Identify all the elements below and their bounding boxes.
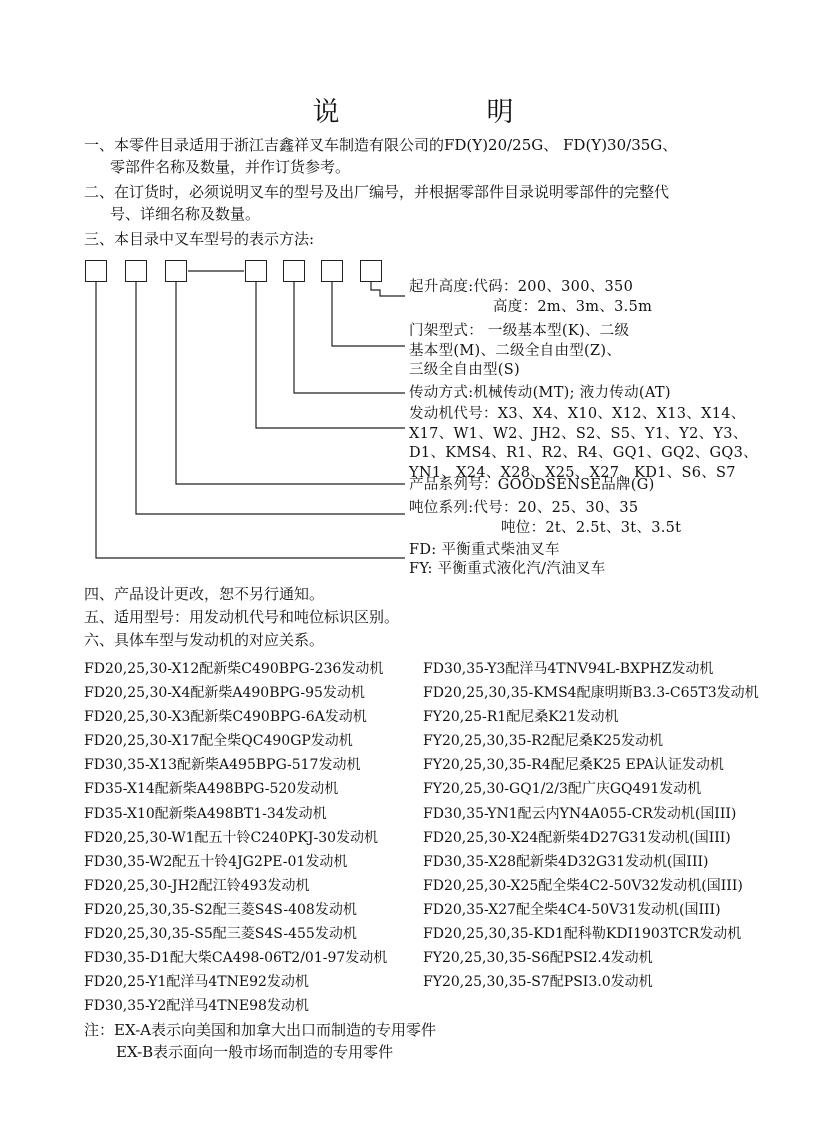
leader-line-series [176, 282, 405, 484]
mast-type-desc [409, 322, 629, 381]
paragraph-2-line-1: 二、在订货时，必须说明叉车的型号及出厂编号，并根据零部件目录说明零部件的完整代 [84, 183, 670, 201]
series-desc: 产品系列号：GOODSENSE品牌(G) [409, 477, 655, 493]
paragraph-2-line-2: 号、详细名称及数量。 [110, 205, 261, 223]
note-line-1: 注：EX-A表示向美国和加拿大出口而制造的专用零件 [84, 1021, 436, 1039]
model-engine-item: FD30,35-D1配大柴CA498-06T2/01-97发动机 [84, 950, 388, 967]
model-engine-item: FD20,25,30-X12配新柴C490BPG-236发动机 [84, 661, 384, 677]
model-list-right [423, 657, 759, 994]
mast-type-line-3: 三级全自由型(S) [409, 362, 520, 378]
model-engine-item: FD20,25,30-JH2配江铃493发动机 [84, 877, 310, 894]
engine-code-line-4: YN1、X24、X28、X25、X27、KD1、S6、S7 [409, 464, 736, 481]
note-line-2: EX-B表示面向一般市场而制造的专用零件 [116, 1043, 394, 1061]
paragraph-1-line-2: 零部件名称及数量，并作订货参考。 [110, 158, 351, 176]
model-engine-item: FY20,25-R1配尼桑K21发动机 [423, 709, 619, 726]
engine-code-desc [409, 405, 758, 483]
model-engine-item: FD20,25,30,35-S2配三菱S4S-408发动机 [84, 901, 357, 918]
model-engine-item: FD30,35-X28配新柴4D32G31发动机(国III) [423, 853, 709, 870]
model-engine-item: FD20,25,30-X25配全柴4C2-50V32发动机(国III) [423, 877, 743, 894]
model-engine-item: FY20,25,30,35-R2配尼桑K25发动机 [423, 733, 664, 750]
model-engine-item: FD30,35-YN1配云内YN4A055-CR发动机(国III) [423, 805, 737, 822]
type-fd-desc: FD: 平衡重式柴油叉车 [409, 542, 560, 558]
leader-line-type [96, 282, 405, 558]
mast-type-line-2: 基本型(M)、二级全自由型(Z)、 [409, 342, 622, 359]
model-engine-item: FY20,25,30,35-R4配尼桑K25 EPA认证发动机 [423, 757, 724, 774]
note [84, 1019, 436, 1063]
lift-height-desc [409, 278, 652, 317]
mast-type-line-1: 门架型式： 一级基本型(K)、二级 [409, 323, 630, 339]
tonnage-codes: 吨位系列:代号：20、25、30、35 [409, 500, 639, 516]
section-5: 五、适用型号：用发动机代号和吨位标识区别。 [84, 608, 400, 626]
engine-code-line-2: X17、W1、W2、JH2、S2、S5、Y1、Y2、Y3、 [409, 425, 748, 442]
model-engine-item: FD35-X10配新柴A498BT1-34发动机 [84, 805, 327, 822]
tonnage-values: 吨位：2t、2.5t、3t、3.5t [501, 519, 682, 536]
type-fy-desc: FY: 平衡重式液化汽/汽油叉车 [409, 561, 606, 577]
leader-line-lift [371, 282, 405, 296]
model-engine-item: FD20,25,30-X17配全柴QC490GP发动机 [84, 733, 353, 750]
leader-line-mast [332, 282, 405, 346]
model-engine-item: FD20,25,30-X24配新柴4D27G31发动机(国III) [423, 829, 731, 846]
model-engine-item: FD35-X14配新柴A498BPG-520发动机 [84, 781, 339, 798]
engine-code-line-1: 发动机代号：X3、X4、X10、X12、X13、X14、 [409, 406, 746, 422]
transmission-desc: 传动方式:机械传动(MT); 液力传动(AT) [409, 385, 671, 401]
model-engine-item: FD20,25-Y1配洋马4TNE92发动机 [84, 974, 309, 991]
model-engine-item: FD30,35-Y3配洋马4TNV94L-BXPHZ发动机 [423, 661, 714, 677]
lift-height-values: 高度：2m、3m、3.5m [493, 298, 653, 315]
model-engine-item: FD30,35-X13配新柴A495BPG-517发动机 [84, 757, 361, 774]
model-engine-item: FD20,25,30-X4配新柴A490BPG-95发动机 [84, 685, 365, 702]
section-4: 四、产品设计更改，恕不另行通知。 [84, 585, 325, 603]
model-engine-item: FD20,25,30-W1配五十铃C240PKJ-30发动机 [84, 829, 379, 846]
section-6: 六、具体车型与发动机的对应关系。 [84, 631, 325, 649]
model-engine-item: FY20,25,30-GQ1/2/3配广庆GQ491发动机 [423, 781, 702, 798]
lift-height-codes: 起升高度:代码：200、300、350 [409, 279, 634, 295]
model-engine-item: FD20,25,30,35-KD1配科勒KDI1903TCR发动机 [423, 926, 742, 943]
model-engine-item: FY20,25,30,35-S7配PSI3.0发动机 [423, 974, 653, 991]
page-title: 说 明 [312, 97, 574, 128]
model-engine-item: FD30,35-W2配五十铃4JG2PE-01发动机 [84, 853, 348, 870]
model-engine-item: FD20,35-X27配全柴4C4-50V31发动机(国III) [423, 901, 721, 918]
model-list-left [84, 657, 387, 1018]
paragraph-1-line-1: 一、本零件目录适用于浙江吉鑫祥叉车制造有限公司的FD(Y)20/25G、 FD(Y)30/35G、 [84, 136, 678, 154]
model-engine-item: FD20,25,30,35-S5配三菱S4S-455发动机 [84, 926, 357, 943]
leader-line-transmission [294, 282, 405, 393]
engine-code-line-3: D1、KMS4、R1、R2、R4、GQ1、GQ2、GQ3、 [409, 445, 758, 461]
model-engine-item: FD30,35-Y2配洋马4TNE98发动机 [84, 998, 309, 1015]
tonnage-desc [409, 499, 681, 538]
model-engine-item: FY20,25,30,35-S6配PSI2.4发动机 [423, 950, 653, 967]
leader-line-engine [256, 282, 405, 428]
paragraph-3: 三、本目录中叉车型号的表示方法: [84, 230, 315, 248]
model-engine-item: FD20,25,30-X3配新柴C490BPG-6A发动机 [84, 709, 367, 726]
model-engine-item: FD20,25,30,35-KMS4配康明斯B3.3-C65T3发动机 [423, 685, 759, 702]
